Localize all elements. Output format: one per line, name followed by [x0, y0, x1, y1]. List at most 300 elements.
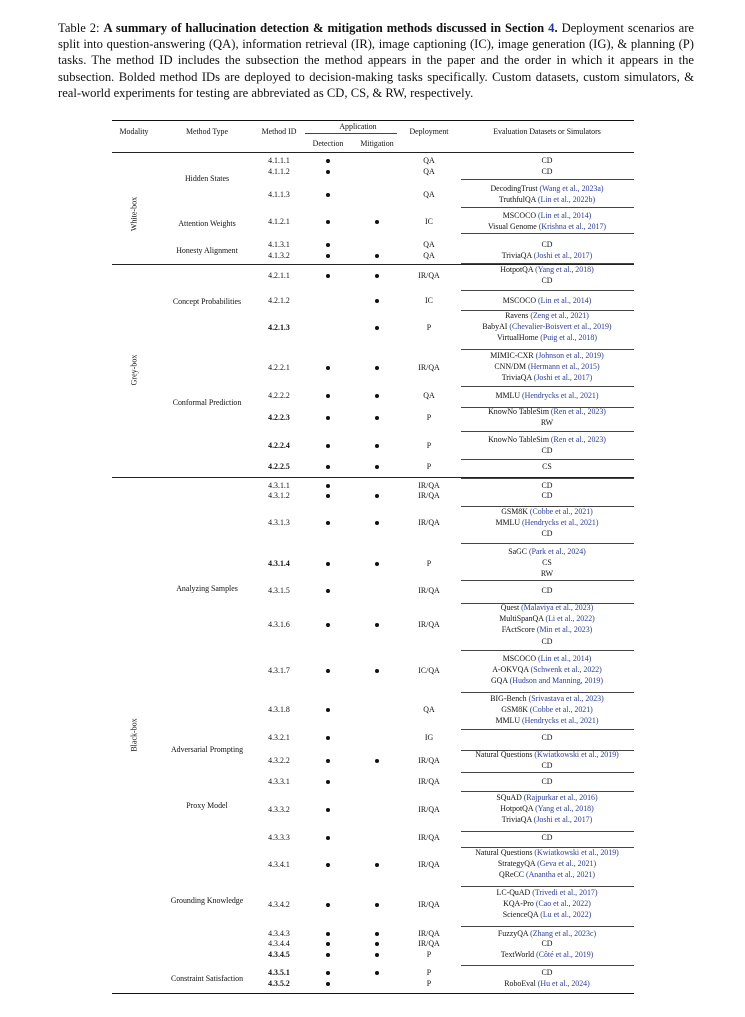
- dataset-rule: [461, 478, 634, 479]
- method-id-cell: 4.3.1.2: [268, 491, 290, 500]
- dataset-line: [437, 694, 657, 704]
- dataset-name: CD: [541, 446, 553, 456]
- dataset-line: [437, 547, 657, 557]
- dataset-name: RW: [540, 569, 554, 579]
- mitigation-dot: [375, 299, 379, 303]
- citation-link[interactable]: (Zeng et al., 2021): [528, 311, 589, 320]
- dataset-name: GSM8K: [501, 507, 528, 516]
- detection-dot: [326, 521, 330, 525]
- dataset-line: [437, 637, 657, 647]
- dataset-line: [437, 888, 657, 898]
- method-type-label: Concept Probabilities: [172, 297, 242, 306]
- method-id-cell: 4.3.4.5: [268, 950, 290, 959]
- method-id-cell: 4.3.5.1: [268, 968, 290, 977]
- dataset-name: VirtualHome: [497, 333, 539, 343]
- dataset-line: [437, 676, 657, 686]
- detection-dot: [326, 808, 330, 812]
- dataset-name: CD: [541, 156, 553, 165]
- method-id-cell: 4.3.4.3: [268, 929, 290, 938]
- method-id-cell: 4.3.5.2: [268, 979, 290, 988]
- dataset-name: CD: [541, 586, 553, 595]
- citation-link[interactable]: (Lin et al., 2014): [536, 296, 592, 305]
- header-evaluation: Evaluation Datasets or Simulators: [493, 127, 601, 136]
- citation-link[interactable]: (Cobbe et al., 2021): [527, 507, 593, 516]
- citation-link[interactable]: (Ren et al., 2023): [548, 435, 606, 444]
- dataset-name: KQA-Pro: [503, 899, 534, 909]
- dataset-name: MSCOCO: [502, 654, 537, 663]
- header-method-type: Method Type: [185, 127, 229, 136]
- header-method-id: Method ID: [261, 127, 297, 136]
- citation-link[interactable]: (Rajpurkar et al., 2016): [521, 793, 598, 802]
- method-type-label: Analyzing Samples: [176, 584, 238, 593]
- dataset-name: SQuAD: [496, 793, 522, 802]
- method-id-cell: 4.3.3.3: [268, 833, 290, 842]
- method-id-cell: 4.3.3.1: [268, 777, 290, 786]
- dataset-line: [437, 351, 657, 361]
- citation-link[interactable]: (Krishna et al., 2017): [536, 222, 607, 232]
- header-modality: Modality: [119, 127, 149, 136]
- dataset-line: [437, 296, 657, 306]
- dataset-line: [437, 446, 657, 456]
- mitigation-dot: [375, 942, 379, 946]
- mitigation-dot: [375, 366, 379, 370]
- dataset-line: [437, 804, 657, 814]
- caption-label: Table 2:: [58, 21, 100, 35]
- dataset-name: Natural Questions: [475, 848, 533, 857]
- deployment-cell: IC: [425, 296, 433, 305]
- citation-link[interactable]: (Min et al., 2023): [534, 625, 593, 635]
- dataset-line: [437, 614, 657, 624]
- mitigation-dot: [375, 623, 379, 627]
- deployment-cell: IR/QA: [418, 271, 440, 280]
- dataset-line: [437, 167, 657, 177]
- citation-link[interactable]: (Joshi et al., 2017): [531, 251, 593, 260]
- caption-title: A summary of hallucination detection & mitigation methods discussed in Section: [103, 21, 545, 35]
- caption-body: Deployment scenarios are split into question-answering (QA), information retrieval (IR), image captioning (IC), image generation (IG), & planning (P) tasks. The method ID includes the subsection the method appears in the paper and the order in which it appears in the subsection. Bolded method IDs are deployed to decision-making tasks specifically. Custom datasets, custom simulators, & real-world experiments for testing are abbreviated as CD, CS, & RW, respectively.: [58, 21, 695, 100]
- deployment-cell: IR/QA: [418, 518, 440, 527]
- dataset-name: CD: [541, 733, 553, 742]
- dataset-line: [437, 910, 657, 920]
- dataset-rule: [461, 692, 634, 693]
- dataset-rule: [461, 847, 634, 848]
- dataset-line: [437, 507, 657, 517]
- dataset-line: [437, 705, 657, 715]
- dataset-name: TriviaQA: [501, 373, 532, 383]
- citation-link[interactable]: (Cobbe et al., 2021): [527, 705, 593, 715]
- method-type-label: Honesty Alignment: [176, 246, 238, 255]
- deployment-cell: IC: [425, 217, 433, 226]
- dataset-line: [437, 793, 657, 803]
- mitigation-dot: [375, 494, 379, 498]
- dataset-name: TriviaQA: [501, 815, 532, 825]
- table-caption: Table 2: A summary of hallucination detection & mitigation methods discussed in Section 4. Deployment scenarios are split into question-answering (QA), information retrieval (IR), image captioning (IC), image generation (IG), & planning (P) tasks. The method ID includes the subsection the method appears in the paper and the order in which it appears in the subsection. Bolded method IDs are deployed to decision-making tasks specifically. Custom datasets, custom simulators, & real-world experiments for testing are abbreviated as CD, CS, & RW, respectively.: [58, 21, 695, 100]
- citation-link[interactable]: (Wang et al., 2023a): [537, 184, 604, 193]
- deployment-cell: IR/QA: [418, 900, 440, 909]
- method-id-cell: 4.1.3.2: [268, 251, 290, 260]
- dataset-rule: [461, 729, 634, 730]
- citation-link[interactable]: (Lin et al., 2014): [536, 654, 592, 663]
- dataset-name: CD: [541, 481, 553, 490]
- dataset-line: [437, 733, 657, 743]
- deployment-cell: IR/QA: [418, 586, 440, 595]
- method-id-cell: 4.3.4.2: [268, 900, 290, 909]
- citation-link[interactable]: (Lin et al., 2014): [536, 211, 592, 220]
- dataset-name: KnowNo TableSim: [488, 435, 549, 444]
- method-type-label: Attention Weights: [178, 219, 236, 228]
- dataset-name: MMLU: [495, 518, 521, 528]
- method-id-cell: 4.3.1.3: [268, 518, 290, 527]
- dataset-line: [437, 899, 657, 909]
- dataset-name: HotpotQA: [500, 265, 534, 274]
- citation-link[interactable]: (Schwenk et al., 2022): [528, 665, 602, 675]
- dataset-name: StrategyQA: [497, 859, 536, 869]
- method-id-cell: 4.2.2.1: [268, 363, 290, 372]
- citation-link[interactable]: (Joshi et al., 2017): [531, 373, 593, 383]
- dataset-line: [437, 265, 657, 275]
- dataset-line: [437, 156, 657, 166]
- dataset-line: [437, 435, 657, 445]
- dataset-line: [437, 625, 657, 635]
- citation-link[interactable]: (Hendrycks et al., 2021): [520, 716, 599, 726]
- deployment-cell: P: [426, 441, 432, 450]
- citation-link[interactable]: (Hu et al., 2024): [535, 979, 590, 988]
- grey-box-rule: [112, 477, 634, 478]
- mitigation-dot: [375, 759, 379, 763]
- detection-dot: [326, 444, 330, 448]
- citation-link[interactable]: (Malaviya et al., 2023): [519, 603, 594, 612]
- dataset-name: FuzzyQA: [497, 929, 529, 938]
- header-application: Application: [339, 122, 377, 131]
- mitigation-dot: [375, 669, 379, 673]
- detection-dot: [326, 193, 330, 197]
- dataset-name: KnowNo TableSim: [488, 407, 549, 416]
- dataset-name: Natural Questions: [475, 750, 533, 759]
- dataset-rule: [461, 543, 634, 544]
- method-id-cell: 4.3.1.4: [268, 559, 290, 568]
- detection-dot: [326, 863, 330, 867]
- dataset-line: [437, 311, 657, 321]
- method-type-label: Grounding Knowledge: [170, 896, 244, 905]
- detection-dot: [326, 589, 330, 593]
- method-id-cell: 4.3.2.1: [268, 733, 290, 742]
- dataset-rule: [461, 926, 634, 927]
- citation-link[interactable]: (Srivastava et al., 2023): [526, 694, 604, 703]
- dataset-line: [437, 184, 657, 194]
- dataset-line: [437, 848, 657, 858]
- citation-link[interactable]: (Zhang et al., 2023c): [528, 929, 597, 938]
- dataset-name: RoboEval: [504, 979, 536, 988]
- dataset-name: DecodingTrust: [490, 184, 538, 193]
- dataset-line: [437, 362, 657, 372]
- detection-dot: [326, 170, 330, 174]
- dataset-name: CD: [541, 777, 553, 786]
- white-box-rule: [112, 264, 634, 265]
- deployment-cell: P: [426, 413, 432, 422]
- dataset-rule: [461, 179, 634, 180]
- dataset-line: [437, 391, 657, 401]
- detection-dot: [326, 220, 330, 224]
- method-id-cell: 4.2.2.2: [268, 391, 290, 400]
- dataset-name: CD: [541, 833, 553, 842]
- mitigation-dot: [375, 932, 379, 936]
- mitigation-dot: [375, 220, 379, 224]
- dataset-rule: [461, 506, 634, 507]
- citation-link[interactable]: (Côté et al., 2019): [534, 950, 594, 959]
- dataset-rule: [461, 459, 634, 460]
- dataset-name: CD: [541, 529, 553, 539]
- detection-dot: [326, 953, 330, 957]
- mitigation-dot: [375, 971, 379, 975]
- citation-link[interactable]: (Lu et al., 2022): [538, 910, 592, 920]
- detection-dot: [326, 708, 330, 712]
- citation-link[interactable]: (Geva et al., 2021): [535, 859, 597, 869]
- deployment-cell: IR/QA: [418, 929, 440, 938]
- method-id-cell: 4.3.1.6: [268, 620, 290, 629]
- dataset-name: MIMIC-CXR: [490, 351, 534, 360]
- dataset-line: [437, 211, 657, 221]
- dataset-line: [437, 518, 657, 528]
- dataset-rule: [461, 831, 634, 832]
- method-id-cell: 4.3.1.1: [268, 481, 290, 490]
- detection-dot: [326, 669, 330, 673]
- dataset-rule: [461, 310, 634, 311]
- detection-dot: [326, 494, 330, 498]
- deployment-cell: QA: [423, 156, 435, 165]
- dataset-name: Quest: [500, 603, 520, 612]
- deployment-cell: IR/QA: [418, 939, 440, 948]
- dataset-line: [437, 462, 657, 472]
- detection-dot: [326, 416, 330, 420]
- dataset-name: SaGC: [508, 547, 528, 556]
- modality-label: Grey-box: [129, 354, 139, 386]
- deployment-cell: QA: [423, 705, 435, 714]
- dataset-rule: [461, 791, 634, 792]
- dataset-line: [437, 558, 657, 568]
- deployment-cell: IR/QA: [418, 777, 440, 786]
- deployment-cell: IR/QA: [418, 620, 440, 629]
- detection-dot: [326, 942, 330, 946]
- citation-link[interactable]: (Anantha et al., 2021): [524, 870, 595, 880]
- detection-dot: [326, 243, 330, 247]
- dataset-line: [437, 407, 657, 417]
- dataset-name: ScienceQA: [502, 910, 539, 920]
- detection-dot: [326, 736, 330, 740]
- method-id-cell: 4.2.1.2: [268, 296, 290, 305]
- citation-link[interactable]: (Kwiatkowski et al., 2019): [532, 750, 619, 759]
- citation-link[interactable]: (Yang et al., 2018): [533, 804, 594, 814]
- dataset-line: [437, 276, 657, 286]
- method-id-cell: 4.2.2.5: [268, 462, 290, 471]
- dataset-name: TruthfulQA: [498, 195, 536, 205]
- dataset-line: [437, 418, 657, 428]
- top-rule: [112, 120, 634, 121]
- deployment-cell: IR/QA: [418, 756, 440, 765]
- dataset-line: [437, 222, 657, 232]
- dataset-name: CD: [541, 939, 553, 948]
- dataset-rule: [461, 207, 634, 208]
- citation-link[interactable]: (Hendrycks et al., 2021): [520, 518, 599, 528]
- dataset-rule: [461, 650, 634, 651]
- deployment-cell: IG: [424, 733, 434, 742]
- dataset-rule: [461, 349, 634, 350]
- mitigation-dot: [375, 903, 379, 907]
- citation-link[interactable]: (Hudson and Manning, 2019): [507, 676, 603, 686]
- dataset-rule: [461, 233, 634, 234]
- deployment-cell: P: [426, 559, 432, 568]
- section-link[interactable]: 4: [548, 21, 555, 35]
- method-id-cell: 4.3.4.1: [268, 860, 290, 869]
- header-detection: Detection: [312, 139, 344, 148]
- citation-link[interactable]: (Puig et al., 2018): [538, 333, 597, 343]
- dataset-rule: [461, 772, 634, 773]
- citation-link[interactable]: (Lin et al., 2022b): [535, 195, 596, 205]
- dataset-name: CD: [541, 276, 553, 286]
- dataset-line: [437, 870, 657, 880]
- modality-label: White-box: [129, 196, 139, 232]
- method-id-cell: 4.3.1.5: [268, 586, 290, 595]
- citation-link[interactable]: (Cao et al., 2022): [533, 899, 591, 909]
- dataset-name: BIG-Bench: [490, 694, 527, 703]
- method-type-label: Adversarial Prompting: [170, 745, 244, 754]
- dataset-name: MSCOCO: [502, 211, 537, 220]
- detection-dot: [326, 254, 330, 258]
- dataset-name: TextWorld: [500, 950, 535, 959]
- dataset-name: RW: [540, 418, 554, 428]
- dataset-name: MultiSpanQA: [499, 614, 544, 624]
- dataset-rule: [461, 431, 634, 432]
- dataset-line: [437, 195, 657, 205]
- dataset-name: CD: [541, 240, 553, 249]
- mitigation-dot: [375, 444, 379, 448]
- dataset-rule: [461, 965, 634, 966]
- detection-dot: [326, 836, 330, 840]
- method-id-cell: 4.2.1.1: [268, 271, 290, 280]
- dataset-name: LC-QuAD: [496, 888, 531, 897]
- mitigation-dot: [375, 416, 379, 420]
- citation-link[interactable]: (Ren et al., 2023): [548, 407, 606, 416]
- detection-dot: [326, 903, 330, 907]
- detection-dot: [326, 394, 330, 398]
- dataset-name: GSM8K: [501, 705, 528, 715]
- dataset-name: Ravens: [505, 311, 529, 320]
- deployment-cell: P: [426, 979, 432, 988]
- deployment-cell: P: [426, 323, 432, 332]
- modality-label: Black-box: [129, 718, 139, 752]
- citation-link[interactable]: (Li et al., 2022): [543, 614, 595, 624]
- method-id-cell: 4.2.2.3: [268, 413, 290, 422]
- citation-link[interactable]: (Joshi et al., 2017): [531, 815, 593, 825]
- method-id-cell: 4.3.1.8: [268, 705, 290, 714]
- method-id-cell: 4.2.1.3: [268, 323, 290, 332]
- citation-link[interactable]: (Yang et al., 2018): [533, 265, 594, 274]
- method-type-label: Proxy Model: [186, 801, 228, 810]
- detection-dot: [326, 623, 330, 627]
- dataset-line: [437, 322, 657, 332]
- citation-link[interactable]: (Park et al., 2024): [527, 547, 586, 556]
- citation-link[interactable]: (Hermann et al., 2015): [525, 362, 600, 372]
- dataset-line: [437, 979, 657, 989]
- dataset-line: [437, 665, 657, 675]
- dataset-line: [437, 603, 657, 613]
- method-id-cell: 4.1.1.1: [268, 156, 290, 165]
- citation-link[interactable]: (Chevalier-Boisvert et al., 2019): [507, 322, 612, 332]
- dataset-line: [437, 777, 657, 787]
- dataset-line: [437, 950, 657, 960]
- dataset-name: CD: [541, 968, 553, 977]
- mitigation-dot: [375, 394, 379, 398]
- citation-link[interactable]: (Johnson et al., 2019): [533, 351, 604, 360]
- detection-dot: [326, 562, 330, 566]
- citation-link[interactable]: (Kwiatkowski et al., 2019): [532, 848, 619, 857]
- dataset-line: [437, 569, 657, 579]
- mitigation-dot: [375, 953, 379, 957]
- dataset-line: [437, 240, 657, 250]
- deployment-cell: IR/QA: [418, 860, 440, 869]
- detection-dot: [326, 932, 330, 936]
- dataset-line: [437, 654, 657, 664]
- deployment-cell: QA: [423, 251, 435, 260]
- detection-dot: [326, 982, 330, 986]
- dataset-name: Visual Genome: [487, 222, 537, 232]
- dataset-name: CS: [542, 558, 552, 568]
- mitigation-dot: [375, 465, 379, 469]
- dataset-name: CD: [541, 491, 553, 500]
- citation-link[interactable]: (Hendrycks et al., 2021): [520, 391, 599, 400]
- deployment-cell: QA: [423, 167, 435, 176]
- deployment-cell: IR/QA: [418, 805, 440, 814]
- dataset-line: [437, 586, 657, 596]
- dataset-name: TriviaQA: [501, 251, 532, 260]
- method-type-label: Conformal Prediction: [172, 398, 242, 407]
- mitigation-dot: [375, 326, 379, 330]
- mitigation-dot: [375, 863, 379, 867]
- dataset-name: QReCC: [499, 870, 524, 880]
- detection-dot: [326, 971, 330, 975]
- dataset-line: [437, 815, 657, 825]
- dataset-line: [437, 761, 657, 771]
- detection-dot: [326, 159, 330, 163]
- mitigation-dot: [375, 521, 379, 525]
- dataset-line: [437, 939, 657, 949]
- header-mitigation: Mitigation: [360, 139, 394, 148]
- method-id-cell: 4.1.3.1: [268, 240, 290, 249]
- dataset-rule: [461, 580, 634, 581]
- dataset-name: BabyAI: [482, 322, 508, 332]
- dataset-line: [437, 491, 657, 501]
- dataset-name: HotpotQA: [500, 804, 534, 814]
- dataset-rule: [461, 290, 634, 291]
- dataset-name: CS: [542, 462, 552, 471]
- detection-dot: [326, 274, 330, 278]
- detection-dot: [326, 484, 330, 488]
- deployment-cell: P: [426, 462, 432, 471]
- dataset-rule: [461, 386, 634, 387]
- dataset-line: [437, 833, 657, 843]
- citation-link[interactable]: (Trivedi et al., 2017): [530, 888, 598, 897]
- method-id-cell: 4.1.1.2: [268, 167, 290, 176]
- header-rule: [112, 152, 634, 153]
- dataset-line: [437, 968, 657, 978]
- deployment-cell: IC/QA: [418, 666, 440, 675]
- dataset-name: MMLU: [495, 391, 521, 400]
- dataset-name: A-OKVQA: [492, 665, 529, 675]
- dataset-line: [437, 716, 657, 726]
- method-id-cell: 4.2.2.4: [268, 441, 290, 450]
- dataset-rule: [461, 603, 634, 604]
- deployment-cell: QA: [423, 190, 435, 199]
- detection-dot: [326, 780, 330, 784]
- method-id-cell: 4.3.3.2: [268, 805, 290, 814]
